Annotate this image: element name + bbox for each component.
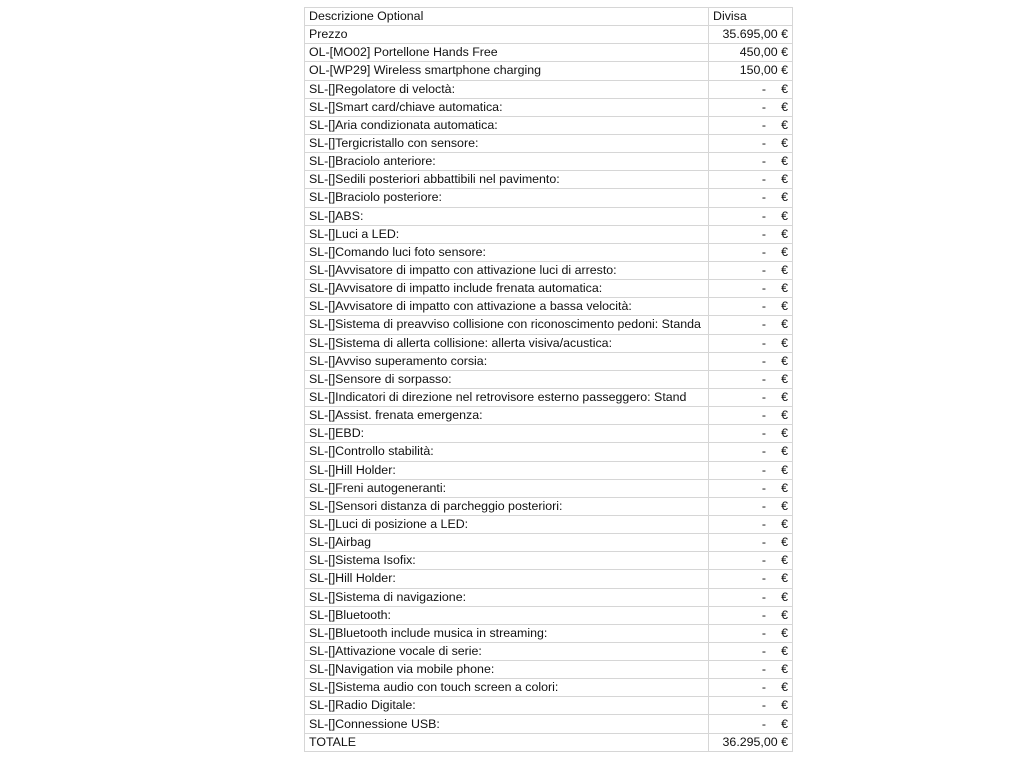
empty-dash: - [761, 317, 766, 332]
standard-row [305, 697, 793, 715]
currency-symbol: € [781, 317, 788, 332]
row-value: 150,00 € [709, 62, 793, 80]
total-label: TOTALE [305, 733, 709, 751]
header-description: Descrizione Optional [305, 8, 709, 26]
standard-row [305, 388, 793, 406]
row-description: SL-[]Sistema di preavviso collisione con riconoscimento pedoni: Standa [305, 316, 709, 334]
empty-dash: - [761, 444, 766, 459]
total-value: 36.295,00 € [709, 733, 793, 751]
row-description: OL-[WP29] Wireless smartphone charging [305, 62, 709, 80]
currency-symbol: € [781, 426, 788, 441]
standard-row [305, 98, 793, 116]
standard-row [305, 280, 793, 298]
row-description: SL-[]Controllo stabilità: [305, 443, 709, 461]
empty-dash: - [761, 99, 766, 114]
row-value [709, 570, 793, 588]
empty-dash: - [761, 244, 766, 259]
empty-dash: - [761, 172, 766, 187]
currency-symbol: € [781, 480, 788, 495]
empty-dash: - [761, 589, 766, 604]
row-value [709, 225, 793, 243]
empty-dash: - [761, 462, 766, 477]
empty-dash: - [761, 136, 766, 151]
currency-symbol: € [781, 498, 788, 513]
standard-row [305, 552, 793, 570]
price-row [305, 26, 793, 44]
row-description: OL-[MO02] Portellone Hands Free [305, 44, 709, 62]
currency-symbol: € [781, 226, 788, 241]
header-row [305, 8, 793, 26]
row-description: SL-[]Sensori distanza di parcheggio posteriori: [305, 497, 709, 515]
row-value [709, 443, 793, 461]
currency-symbol: € [781, 172, 788, 187]
row-value [709, 370, 793, 388]
currency-symbol: € [781, 698, 788, 713]
row-description: SL-[]Sistema di navigazione: [305, 588, 709, 606]
row-description: SL-[]Sensore di sorpasso: [305, 370, 709, 388]
row-value [709, 134, 793, 152]
empty-dash: - [761, 281, 766, 296]
row-description: SL-[]Avvisatore di impatto con attivazione a bassa velocità: [305, 298, 709, 316]
standard-row [305, 207, 793, 225]
row-value [709, 588, 793, 606]
empty-dash: - [761, 625, 766, 640]
standard-row [305, 225, 793, 243]
empty-dash: - [761, 480, 766, 495]
price-row [305, 62, 793, 80]
row-value [709, 116, 793, 134]
row-description: SL-[]Luci a LED: [305, 225, 709, 243]
standard-row [305, 606, 793, 624]
standard-row [305, 370, 793, 388]
empty-dash: - [761, 517, 766, 531]
row-description: SL-[]Tergicristallo con sensore: [305, 134, 709, 152]
currency-symbol: € [781, 117, 788, 132]
row-description: SL-[]Bluetooth: [305, 606, 709, 624]
currency-symbol: € [781, 462, 788, 477]
row-value [709, 243, 793, 261]
standard-row [305, 407, 793, 425]
standard-row [305, 243, 793, 261]
currency-symbol: € [781, 208, 788, 223]
standard-row [305, 534, 793, 552]
currency-symbol: € [781, 625, 788, 640]
row-description: SL-[]Connessione USB: [305, 715, 709, 733]
standard-row [305, 298, 793, 316]
row-description: SL-[]Luci di posizione a LED: [305, 515, 709, 533]
standard-row [305, 334, 793, 352]
currency-symbol: € [781, 81, 788, 96]
empty-dash: - [761, 408, 766, 423]
row-value [709, 642, 793, 660]
standard-row [305, 570, 793, 588]
standard-row [305, 80, 793, 98]
optional-price-table [304, 7, 793, 752]
row-value [709, 316, 793, 334]
currency-symbol: € [781, 517, 788, 531]
standard-row [305, 261, 793, 279]
row-value [709, 497, 793, 515]
row-description: SL-[]EBD: [305, 425, 709, 443]
row-description: SL-[]ABS: [305, 207, 709, 225]
row-description: SL-[]Freni autogeneranti: [305, 479, 709, 497]
row-value [709, 207, 793, 225]
row-value [709, 552, 793, 570]
empty-dash: - [761, 208, 766, 223]
row-description: SL-[]Hill Holder: [305, 461, 709, 479]
row-description: SL-[]Braciolo posteriore: [305, 189, 709, 207]
row-value [709, 189, 793, 207]
row-value [709, 80, 793, 98]
currency-symbol: € [781, 299, 788, 314]
row-value [709, 261, 793, 279]
standard-row [305, 497, 793, 515]
currency-symbol: € [781, 244, 788, 259]
row-value [709, 334, 793, 352]
row-value [709, 715, 793, 733]
row-description: SL-[]Airbag [305, 534, 709, 552]
currency-symbol: € [781, 716, 788, 731]
standard-row [305, 661, 793, 679]
empty-dash: - [761, 426, 766, 441]
currency-symbol: € [781, 390, 788, 405]
price-row [305, 44, 793, 62]
empty-dash: - [761, 299, 766, 314]
empty-dash: - [761, 371, 766, 386]
row-value [709, 697, 793, 715]
standard-row [305, 479, 793, 497]
currency-symbol: € [781, 643, 788, 658]
standard-row [305, 461, 793, 479]
row-value [709, 661, 793, 679]
empty-dash: - [761, 81, 766, 96]
empty-dash: - [761, 335, 766, 350]
empty-dash: - [761, 117, 766, 132]
currency-symbol: € [781, 190, 788, 205]
row-description: SL-[]Avvisatore di impatto include frenata automatica: [305, 280, 709, 298]
standard-row [305, 116, 793, 134]
row-value [709, 425, 793, 443]
empty-dash: - [761, 553, 766, 568]
row-value [709, 298, 793, 316]
standard-row [305, 134, 793, 152]
table-body [305, 8, 793, 752]
empty-dash: - [761, 154, 766, 169]
row-value [709, 153, 793, 171]
row-description: SL-[]Indicatori di direzione nel retrovisore esterno passeggero: Stand [305, 388, 709, 406]
empty-dash: - [761, 643, 766, 658]
row-description: SL-[]Attivazione vocale di serie: [305, 642, 709, 660]
empty-dash: - [761, 498, 766, 513]
row-description: SL-[]Radio Digitale: [305, 697, 709, 715]
empty-dash: - [761, 390, 766, 405]
currency-symbol: € [781, 408, 788, 423]
standard-row [305, 425, 793, 443]
empty-dash: - [761, 662, 766, 677]
row-value [709, 280, 793, 298]
row-description: SL-[]Sistema Isofix: [305, 552, 709, 570]
row-value [709, 388, 793, 406]
row-description: SL-[]Regolatore di veloctà: [305, 80, 709, 98]
currency-symbol: € [781, 680, 788, 695]
currency-symbol: € [781, 281, 788, 296]
row-description: SL-[]Navigation via mobile phone: [305, 661, 709, 679]
standard-row [305, 588, 793, 606]
empty-dash: - [761, 680, 766, 695]
row-description: SL-[]Comando luci foto sensore: [305, 243, 709, 261]
currency-symbol: € [781, 136, 788, 151]
row-description: SL-[]Hill Holder: [305, 570, 709, 588]
row-value [709, 606, 793, 624]
row-description: SL-[]Assist. frenata emergenza: [305, 407, 709, 425]
header-currency: Divisa [709, 8, 793, 26]
standard-row [305, 352, 793, 370]
row-description: SL-[]Aria condizionata automatica: [305, 116, 709, 134]
row-value [709, 98, 793, 116]
row-value [709, 461, 793, 479]
currency-symbol: € [781, 444, 788, 459]
currency-symbol: € [781, 371, 788, 386]
row-value: 450,00 € [709, 44, 793, 62]
row-description: SL-[]Braciolo anteriore: [305, 153, 709, 171]
currency-symbol: € [781, 589, 788, 604]
currency-symbol: € [781, 607, 788, 622]
empty-dash: - [761, 353, 766, 368]
empty-dash: - [761, 263, 766, 278]
currency-symbol: € [781, 335, 788, 350]
standard-row [305, 715, 793, 733]
row-value [709, 534, 793, 552]
row-value: 35.695,00 € [709, 26, 793, 44]
currency-symbol: € [781, 535, 788, 550]
empty-dash: - [761, 571, 766, 586]
currency-symbol: € [781, 662, 788, 677]
standard-row [305, 316, 793, 334]
empty-dash: - [761, 698, 766, 713]
row-description: SL-[]Smart card/chiave automatica: [305, 98, 709, 116]
row-value [709, 624, 793, 642]
empty-dash: - [761, 226, 766, 241]
row-description: SL-[]Sedili posteriori abbattibili nel pavimento: [305, 171, 709, 189]
currency-symbol: € [781, 154, 788, 169]
total-row [305, 733, 793, 751]
row-value [709, 171, 793, 189]
standard-row [305, 153, 793, 171]
row-description: SL-[]Sistema audio con touch screen a colori: [305, 679, 709, 697]
row-description: SL-[]Avviso superamento corsia: [305, 352, 709, 370]
row-description: Prezzo [305, 26, 709, 44]
currency-symbol: € [781, 571, 788, 586]
row-value [709, 679, 793, 697]
standard-row [305, 171, 793, 189]
standard-row [305, 189, 793, 207]
empty-dash: - [761, 716, 766, 731]
row-description: SL-[]Bluetooth include musica in streaming: [305, 624, 709, 642]
standard-row [305, 515, 793, 533]
currency-symbol: € [781, 353, 788, 368]
row-description: SL-[]Avvisatore di impatto con attivazione luci di arresto: [305, 261, 709, 279]
standard-row [305, 679, 793, 697]
currency-symbol: € [781, 99, 788, 114]
row-description: SL-[]Sistema di allerta collisione: allerta visiva/acustica: [305, 334, 709, 352]
row-value [709, 515, 793, 533]
empty-dash: - [761, 535, 766, 550]
currency-symbol: € [781, 553, 788, 568]
standard-row [305, 443, 793, 461]
standard-row [305, 624, 793, 642]
row-value [709, 479, 793, 497]
currency-symbol: € [781, 263, 788, 278]
empty-dash: - [761, 190, 766, 205]
standard-row [305, 642, 793, 660]
row-value [709, 352, 793, 370]
empty-dash: - [761, 607, 766, 622]
row-value [709, 407, 793, 425]
